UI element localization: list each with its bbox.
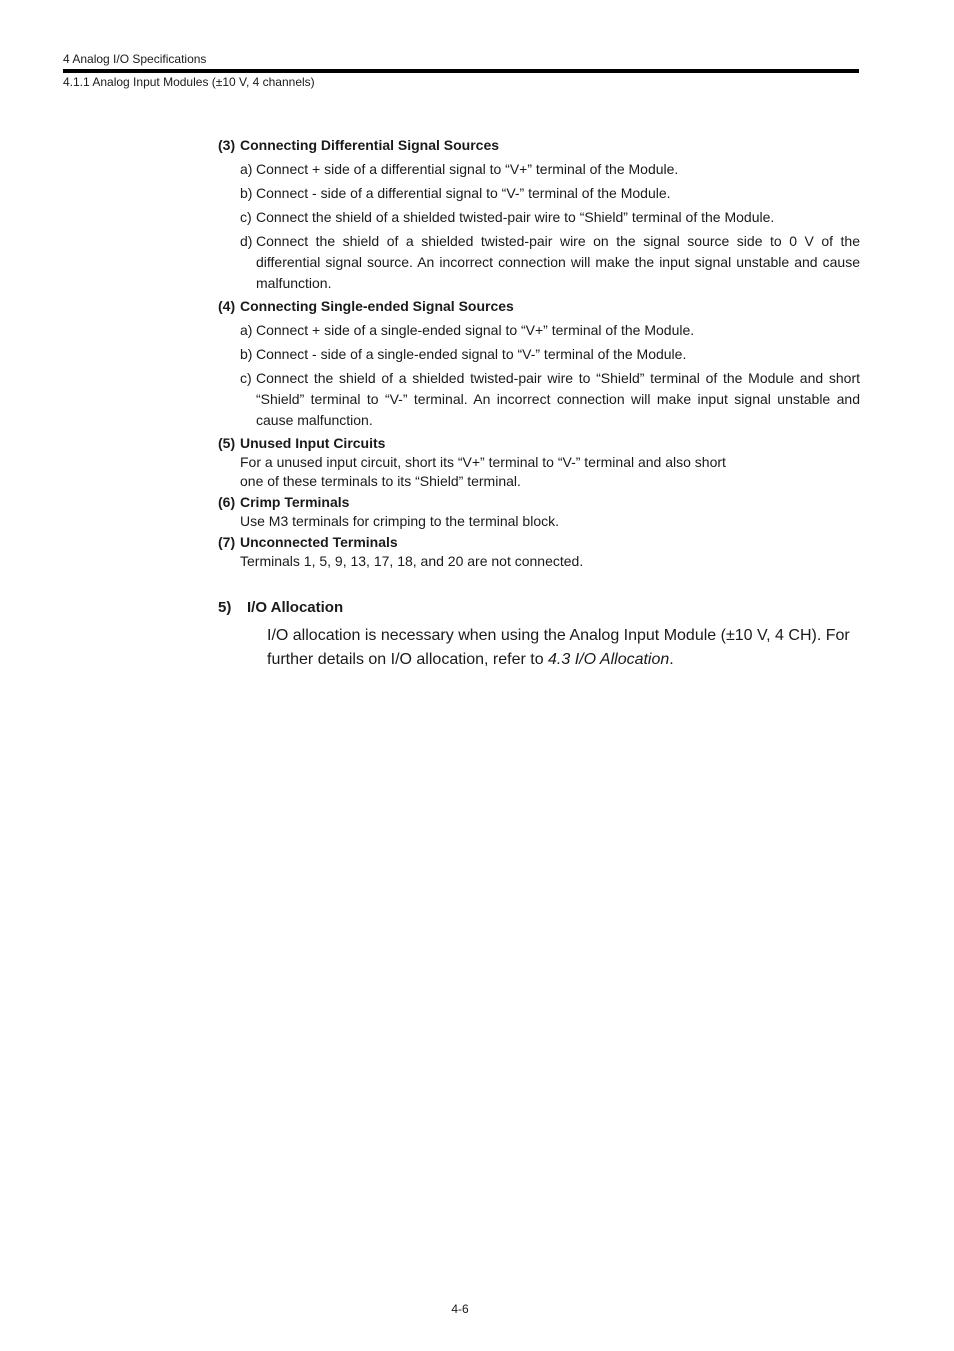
body-line: Use M3 terminals for crimping to the terminal block.: [240, 513, 559, 529]
section-number: (4): [218, 298, 236, 314]
io-allocation-paragraph: [267, 624, 859, 672]
section-body: [240, 552, 860, 571]
heading-title: I/O Allocation: [247, 599, 344, 616]
item-marker: a): [240, 161, 253, 177]
body-line: For a unused input circuit, short its “V+” terminal to “V-” terminal and also short: [240, 454, 726, 470]
section-title: Connecting Single-ended Signal Sources: [240, 298, 514, 314]
list-item: [240, 159, 860, 180]
section-crimp-terminals: [218, 493, 860, 531]
item-marker: b): [240, 346, 253, 362]
item-text: Connect the shield of a shielded twisted-pair wire to “Shield” terminal of the Module and short “Shield” terminal to “V-” terminal. An incorrect connection will make input signal unstable and cause malfunction.: [256, 370, 860, 428]
section-heading: [218, 434, 860, 453]
page-number: 4-6: [451, 1302, 469, 1316]
list-item: [240, 207, 860, 228]
item-text: Connect the shield of a shielded twisted-pair wire on the signal source side to 0 V of the differential signal source. An incorrect connection will make the input signal unstable and cause malfunction.: [256, 233, 860, 291]
item-marker: d): [240, 233, 253, 249]
section-body: [240, 453, 860, 491]
paragraph-text: I/O allocation is necessary when using the Analog Input Module (±10 V, 4 CH). For further details on I/O allocation, refer to: [267, 627, 850, 668]
item-list: [240, 159, 860, 294]
header-rule: [63, 69, 859, 73]
section-heading: [218, 533, 860, 552]
item-text: Connect - side of a differential signal to “V-” terminal of the Module.: [256, 185, 671, 201]
heading-number: 5): [218, 599, 232, 616]
section-heading: [218, 136, 860, 155]
item-text: Connect + side of a single-ended signal to “V+” terminal of the Module.: [256, 322, 695, 338]
list-item: [240, 368, 860, 431]
section-differential-sources: [218, 136, 860, 294]
section-unconnected-terminals: [218, 533, 860, 571]
body-line: Terminals 1, 5, 9, 13, 17, 18, and 20 are not connected.: [240, 553, 584, 569]
list-item: [240, 183, 860, 204]
paragraph-end: .: [669, 651, 674, 668]
section-single-ended-sources: [218, 297, 860, 431]
section-title: Crimp Terminals: [240, 494, 350, 510]
item-marker: a): [240, 322, 253, 338]
running-header-section: 4.1.1 Analog Input Modules (±10 V, 4 channels): [63, 75, 315, 89]
running-header-chapter: 4 Analog I/O Specifications: [63, 52, 207, 66]
section-number: (6): [218, 494, 236, 510]
item-text: Connect + side of a differential signal to “V+” terminal of the Module.: [256, 161, 679, 177]
section-title: Unconnected Terminals: [240, 534, 398, 550]
body-line: one of these terminals to its “Shield” terminal.: [240, 473, 521, 489]
io-allocation-heading: [218, 599, 860, 616]
item-marker: c): [240, 370, 252, 386]
section-number: (7): [218, 534, 236, 550]
section-heading: [218, 493, 860, 512]
item-marker: c): [240, 209, 252, 225]
section-title: Unused Input Circuits: [240, 435, 386, 451]
section-body: [240, 512, 860, 531]
section-number: (3): [218, 137, 236, 153]
section-title: Connecting Differential Signal Sources: [240, 137, 500, 153]
section-number: (5): [218, 435, 236, 451]
list-item: [240, 320, 860, 341]
item-list: [240, 320, 860, 431]
section-unused-input-circuits: [218, 434, 860, 491]
item-text: Connect the shield of a shielded twisted-pair wire to “Shield” terminal of the Module.: [256, 209, 775, 225]
item-text: Connect - side of a single-ended signal to “V-” terminal of the Module.: [256, 346, 687, 362]
section-heading: [218, 297, 860, 316]
page-content: [218, 136, 860, 672]
list-item: [240, 344, 860, 365]
list-item: [240, 231, 860, 294]
cross-reference-link[interactable]: 4.3 I/O Allocation: [548, 651, 670, 668]
item-marker: b): [240, 185, 253, 201]
